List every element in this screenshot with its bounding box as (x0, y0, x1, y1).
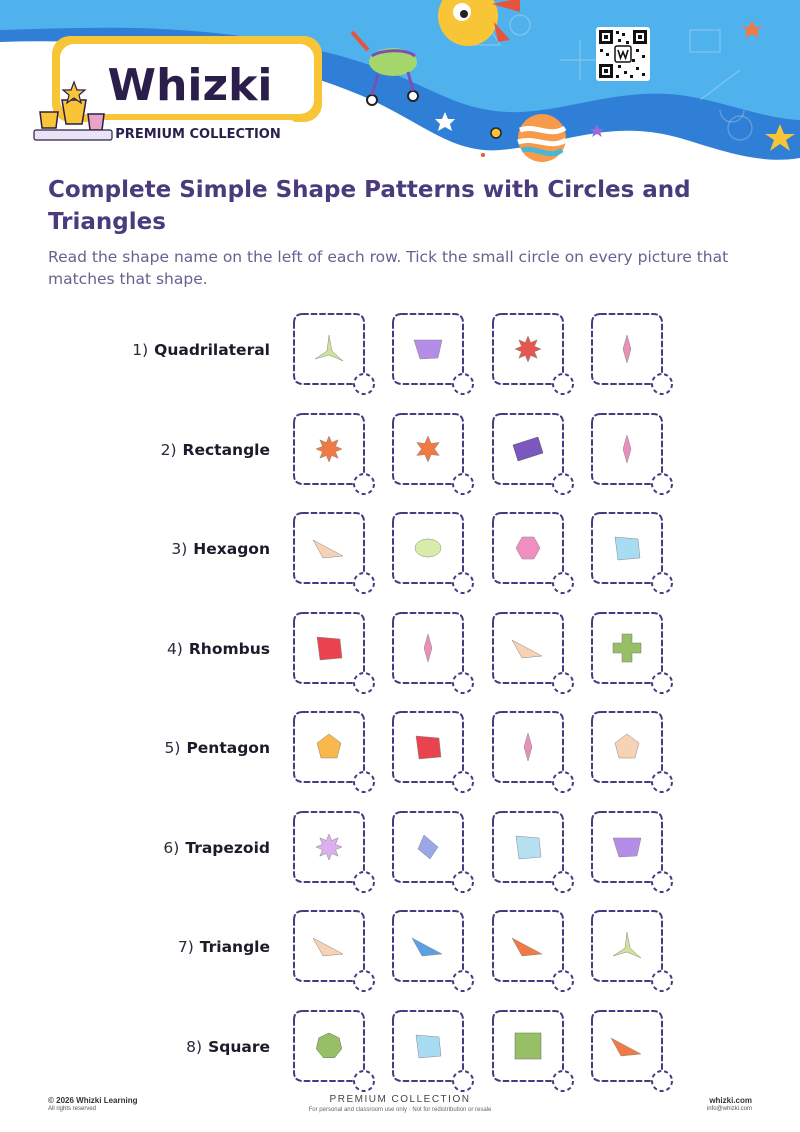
triangle-icon (512, 640, 542, 658)
tick-circle[interactable] (453, 374, 473, 394)
shape-name: Rectangle (182, 440, 270, 459)
tick-circle[interactable] (354, 772, 374, 792)
shape-card (293, 910, 383, 992)
header-banner (0, 0, 800, 175)
instructions: Read the shape name on the left of each row. Tick the small circle on every picture that matches that shape. (48, 248, 729, 288)
shape-card (591, 910, 681, 992)
tick-circle[interactable] (354, 474, 374, 494)
shape-card (392, 512, 482, 594)
triangle-icon (611, 1038, 641, 1056)
tick-circle[interactable] (652, 772, 672, 792)
square-icon (515, 1033, 541, 1059)
triangle-icon (412, 938, 442, 956)
tick-circle[interactable] (453, 971, 473, 991)
shape-card (591, 711, 681, 793)
tick-circle[interactable] (553, 474, 573, 494)
row-number: 1) (132, 341, 149, 359)
rhombus-icon (418, 835, 438, 859)
triangle-icon (512, 938, 542, 956)
email-link[interactable]: info@whizki.com (706, 1106, 752, 1112)
tick-circle[interactable] (553, 971, 573, 991)
six-point-star-icon (417, 436, 440, 462)
collection-label: PREMIUM COLLECTION (115, 127, 281, 142)
row-number: 2) (160, 440, 177, 459)
tick-circle[interactable] (652, 474, 672, 494)
shape-card (492, 811, 582, 893)
shape-name: Pentagon (186, 739, 270, 757)
shape-card (293, 413, 383, 495)
row-label (0, 935, 270, 959)
shape-card (392, 910, 482, 992)
shape-name: Square (208, 1037, 270, 1056)
hexagon-icon (516, 537, 540, 559)
thin-rhombus-icon (524, 733, 532, 761)
thin-rhombus-icon (623, 435, 631, 463)
tick-circle[interactable] (553, 374, 573, 394)
shape-card (392, 413, 482, 495)
website-link[interactable]: whizki.com (709, 1096, 752, 1105)
tick-circle[interactable] (453, 573, 473, 593)
plus-icon (613, 634, 641, 662)
shape-card (492, 512, 582, 594)
tick-circle[interactable] (453, 772, 473, 792)
starburst-icon (515, 336, 541, 362)
quadrilateral-icon (416, 1035, 441, 1058)
shape-name: Trapezoid (185, 838, 270, 857)
row-label (0, 537, 270, 561)
row-number: 6) (163, 838, 180, 857)
tick-circle[interactable] (652, 872, 672, 892)
tick-circle[interactable] (652, 573, 672, 593)
tick-circle[interactable] (652, 374, 672, 394)
shape-card (492, 413, 582, 495)
shape-card (591, 811, 681, 893)
shape-card (293, 811, 383, 893)
row-label (0, 1035, 270, 1059)
row-label (0, 836, 270, 860)
footer-collection: PREMIUM COLLECTION (329, 1094, 471, 1105)
row-number: 3) (171, 540, 188, 558)
tick-circle[interactable] (354, 971, 374, 991)
triangle-icon (313, 938, 343, 956)
pentagon-icon (615, 734, 639, 758)
tick-circle[interactable] (453, 872, 473, 892)
tick-circle[interactable] (652, 673, 672, 693)
row-number: 5) (164, 739, 181, 757)
shape-card (392, 811, 482, 893)
quadrilateral-icon (317, 637, 342, 660)
tick-circle[interactable] (553, 872, 573, 892)
shape-card (492, 910, 582, 992)
three-point-star-icon (315, 335, 343, 361)
row-number: 4) (166, 639, 183, 658)
thin-rhombus-icon (424, 634, 432, 662)
heptagon-icon (316, 1033, 341, 1058)
three-point-star-icon (613, 932, 641, 958)
shape-name: Triangle (199, 938, 270, 956)
row-label (0, 637, 270, 661)
shape-card (293, 612, 383, 694)
rights-text: All rights reserved (48, 1106, 97, 1112)
shape-card (591, 512, 681, 594)
thin-rhombus-icon (623, 335, 631, 363)
shape-name: Hexagon (193, 540, 270, 558)
shape-card (392, 313, 482, 395)
trapezoid-icon (414, 340, 442, 359)
tick-circle[interactable] (354, 673, 374, 693)
shape-card (591, 413, 681, 495)
quadrilateral-icon (615, 537, 640, 560)
shape-card (392, 711, 482, 793)
tick-circle[interactable] (553, 772, 573, 792)
shape-card (591, 313, 681, 395)
tick-circle[interactable] (453, 673, 473, 693)
quadrilateral-icon (516, 836, 541, 859)
tick-circle[interactable] (652, 971, 672, 991)
page-title: Complete Simple Shape Patterns with Circles and Triangles (48, 177, 691, 235)
starburst-icon (316, 436, 342, 462)
shape-card (492, 711, 582, 793)
shape-card (293, 512, 383, 594)
shape-card (293, 711, 383, 793)
shape-name: Quadrilateral (154, 341, 270, 359)
starburst-icon (316, 834, 342, 860)
trapezoid-icon (613, 838, 641, 857)
qr-code[interactable] (596, 27, 650, 81)
tick-circle[interactable] (553, 673, 573, 693)
triangle-icon (313, 540, 343, 558)
logo-text: Whizki (107, 60, 273, 111)
oval-icon (415, 539, 441, 557)
shape-card (492, 313, 582, 395)
tick-circle[interactable] (354, 872, 374, 892)
row-number: 8) (186, 1037, 203, 1056)
rectangle-icon (513, 437, 543, 461)
row-label (0, 338, 270, 362)
tick-circle[interactable] (553, 573, 573, 593)
pentagon-icon (317, 734, 341, 758)
copyright-text: © 2026 Whizki Learning (48, 1096, 138, 1105)
shape-card (591, 612, 681, 694)
row-label (0, 736, 270, 760)
shape-card (392, 612, 482, 694)
shape-card (293, 313, 383, 395)
usage-note: For personal and classroom use only · Not for redistribution or resale (308, 1107, 492, 1113)
tick-circle[interactable] (354, 573, 374, 593)
row-number: 7) (177, 938, 194, 956)
shape-card (492, 612, 582, 694)
row-label (0, 438, 270, 462)
tick-circle[interactable] (453, 474, 473, 494)
tick-circle[interactable] (354, 374, 374, 394)
quadrilateral-icon (416, 736, 441, 759)
shape-name: Rhombus (188, 639, 270, 658)
